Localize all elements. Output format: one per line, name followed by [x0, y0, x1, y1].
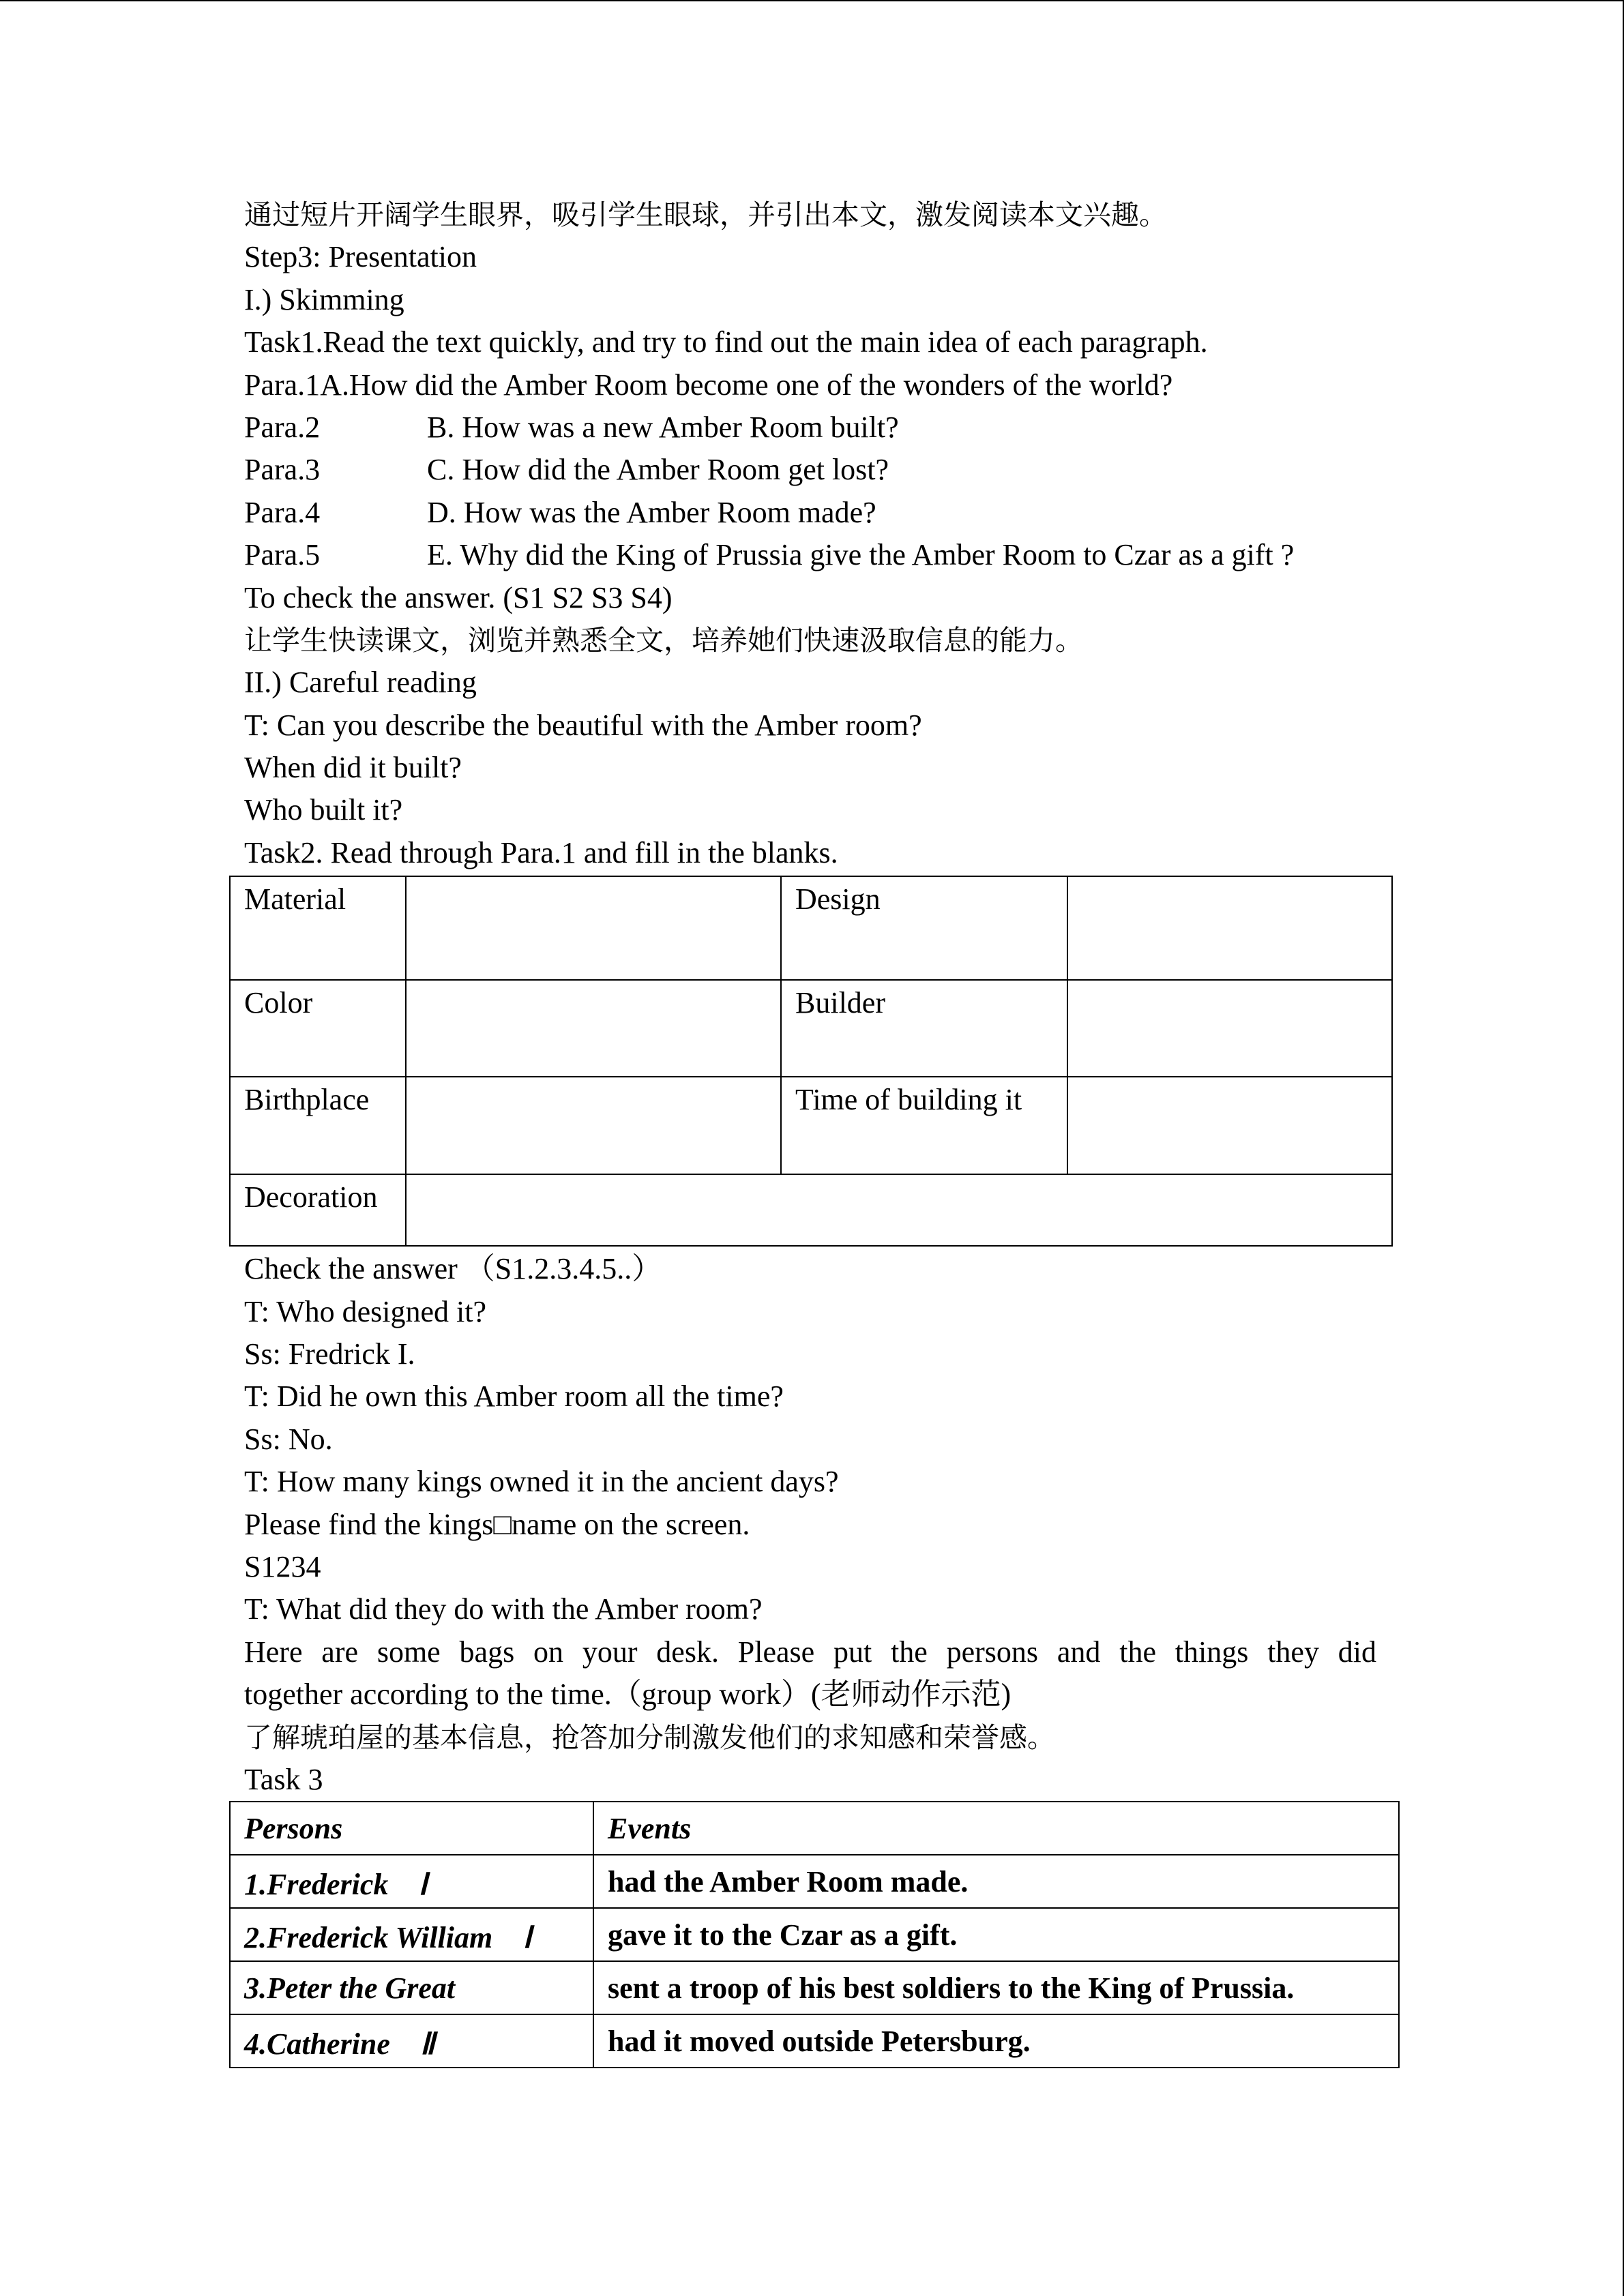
header-persons: Persons	[230, 1802, 593, 1855]
label-cell: Birthplace	[230, 1077, 406, 1174]
skimming-note: 让学生快读课文，浏览并熟悉全文，培养她们快速汲取信息的能力。	[244, 623, 1083, 657]
blank-cell[interactable]	[406, 876, 781, 980]
dialogue-line: S1234	[244, 1549, 321, 1583]
fill-in-table	[229, 876, 1393, 1247]
para-match-row	[244, 492, 1397, 534]
table-header-row	[230, 1802, 1399, 1855]
teacher-question-3: Who built it?	[244, 793, 403, 827]
table-row	[230, 980, 1392, 1077]
person-cell: 2.Frederick William Ⅰ	[230, 1908, 593, 1961]
table-row	[230, 1908, 1399, 1961]
lesson-content	[244, 194, 1397, 2068]
group-work-instruction: Here are some bags on your desk. Please put the persons and the things they did	[244, 1635, 1376, 1669]
task3-heading: Task 3	[244, 1762, 323, 1796]
task1-instruction: Task1.Read the text quickly, and try to find out the main idea of each paragraph.	[244, 325, 1208, 359]
label-cell: Design	[781, 876, 1067, 980]
header-events: Events	[593, 1802, 1399, 1855]
dialogue-line: Ss: Fredrick I.	[244, 1337, 415, 1371]
table-row	[230, 1961, 1399, 2014]
check-answer-2: Check the answer （S1.2.3.4.5..）	[244, 1252, 662, 1286]
para-question: A.How did the Amber Room become one of the wonders of the world?	[320, 368, 1173, 402]
para-label: Para.1	[244, 368, 321, 402]
careful-reading-heading: II.) Careful reading	[244, 666, 477, 700]
para-question: D. How was the Amber Room made?	[427, 495, 876, 529]
event-cell: had the Amber Room made.	[593, 1855, 1399, 1908]
para-question: C. How did the Amber Room get lost?	[427, 453, 889, 487]
group-work-instruction-cont: together according to the time.（group work）(老师动作示范)	[244, 1678, 1012, 1712]
label-cell: Time of building it	[781, 1077, 1067, 1174]
label-cell: Material	[230, 876, 406, 980]
dialogue-line: T: How many kings owned it in the ancient days?	[244, 1465, 839, 1499]
para-match-row	[244, 406, 1397, 449]
persons-events-table	[229, 1801, 1400, 2068]
para-label: Para.3	[244, 453, 321, 487]
para-match-row	[244, 449, 1397, 491]
dialogue-line: T: What did they do with the Amber room?	[244, 1592, 763, 1626]
blank-cell[interactable]	[1067, 980, 1392, 1077]
dialogue-line: T: Who designed it?	[244, 1294, 487, 1328]
dialogue-line: Please find the kings□name on the screen.	[244, 1507, 750, 1541]
para-question: B. How was a new Amber Room built?	[427, 410, 899, 444]
intro-note: 通过短片开阔学生眼界，吸引学生眼球，并引出本文，激发阅读本文兴趣。	[244, 198, 1167, 231]
para-label: Para.5	[244, 538, 321, 572]
label-cell: Builder	[781, 980, 1067, 1077]
event-cell: sent a troop of his best soldiers to the King of Prussia.	[593, 1961, 1399, 2014]
table-row	[230, 1174, 1392, 1246]
event-cell: gave it to the Czar as a gift.	[593, 1908, 1399, 1961]
label-cell: Decoration	[230, 1174, 406, 1246]
para-question: E. Why did the King of Prussia give the Amber Room to Czar as a gift ?	[427, 538, 1295, 572]
task2-instruction: Task2. Read through Para.1 and fill in the blanks.	[244, 835, 838, 869]
blank-cell[interactable]	[406, 1174, 1392, 1246]
label-cell: Color	[230, 980, 406, 1077]
table-row	[230, 1855, 1399, 1908]
table-row	[230, 876, 1392, 980]
step3-heading: Step3: Presentation	[244, 240, 477, 274]
para-label: Para.2	[244, 410, 321, 444]
dialogue-line: Ss: No.	[244, 1422, 333, 1456]
teacher-question-2: When did it built?	[244, 751, 462, 785]
person-cell: 4.Catherine Ⅱ	[230, 2014, 593, 2068]
person-cell: 3.Peter the Great	[230, 1961, 593, 2014]
table-row	[230, 1077, 1392, 1174]
dialogue-line: T: Did he own this Amber room all the time?	[244, 1380, 784, 1414]
teacher-question-1: T: Can you describe the beautiful with the Amber room?	[244, 708, 922, 742]
blank-cell[interactable]	[1067, 876, 1392, 980]
para-match-row	[244, 534, 1397, 576]
blank-cell[interactable]	[406, 980, 781, 1077]
careful-reading-note: 了解琥珀屋的基本信息，抢答加分制激发他们的求知感和荣誉感。	[244, 1720, 1055, 1754]
para-match-row	[244, 364, 1397, 406]
blank-cell[interactable]	[406, 1077, 781, 1174]
table-row	[230, 2014, 1399, 2068]
event-cell: had it moved outside Petersburg.	[593, 2014, 1399, 2068]
blank-cell[interactable]	[1067, 1077, 1392, 1174]
person-cell: 1.Frederick Ⅰ	[230, 1855, 593, 1908]
para-label: Para.4	[244, 495, 321, 529]
skimming-heading: I.) Skimming	[244, 282, 404, 316]
check-answer-1: To check the answer. (S1 S2 S3 S4)	[244, 580, 673, 614]
